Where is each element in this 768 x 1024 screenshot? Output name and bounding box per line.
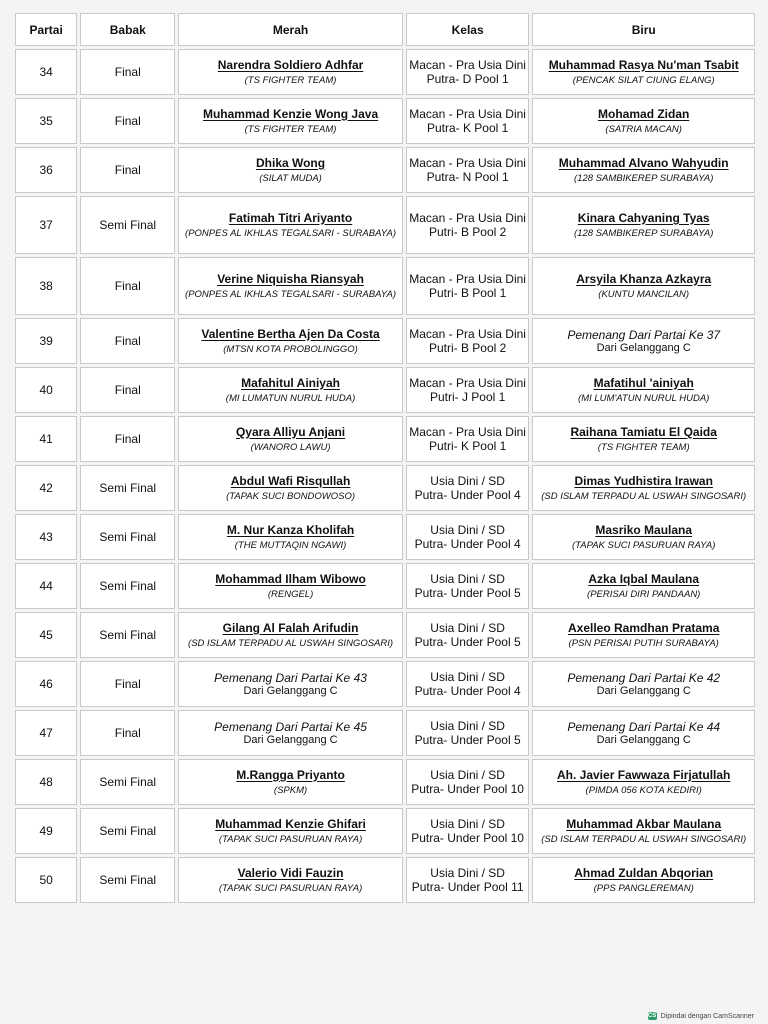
partai-number: 49 xyxy=(15,808,77,854)
biru-corner-cell xyxy=(532,147,755,193)
table-row xyxy=(15,857,755,903)
merah-arena: Dari Gelanggang C xyxy=(243,684,338,697)
merah-corner-cell xyxy=(178,514,403,560)
header-merah: Merah xyxy=(178,13,403,46)
biru-arena: Dari Gelanggang C xyxy=(596,341,691,354)
camscanner-icon: CS xyxy=(647,1013,657,1019)
biru-athlete-name: Masriko Maulana xyxy=(595,522,693,537)
babak-round: Semi Final xyxy=(80,759,175,805)
merah-athlete-name: Narendra Soldiero Adhfar xyxy=(217,57,364,72)
babak-round: Final xyxy=(80,257,175,315)
merah-club: (TS FIGHTER TEAM) xyxy=(244,123,337,135)
kelas-category: Usia Dini / SD Putra- Under Pool 5 xyxy=(406,612,530,658)
biru-corner-cell xyxy=(532,759,755,805)
biru-corner-cell xyxy=(532,808,755,854)
biru-club: (PSN PERISAI PUTIH SURABAYA) xyxy=(568,637,719,649)
table-row xyxy=(15,196,755,254)
scanner-watermark xyxy=(648,1012,754,1020)
babak-round: Semi Final xyxy=(80,465,175,511)
merah-club: (MTSN KOTA PROBOLINGGO) xyxy=(223,343,358,355)
merah-corner-cell xyxy=(178,147,403,193)
babak-round: Semi Final xyxy=(80,563,175,609)
partai-number: 47 xyxy=(15,710,77,756)
biru-athlete-name: Axelleo Ramdhan Pratama xyxy=(568,620,720,635)
kelas-category: Usia Dini / SD Putra- Under Pool 4 xyxy=(406,661,530,707)
kelas-category: Macan - Pra Usia Dini Putri- B Pool 2 xyxy=(406,196,530,254)
kelas-category: Macan - Pra Usia Dini Putra- D Pool 1 xyxy=(406,49,530,95)
biru-club: (128 SAMBIKEREP SURABAYA) xyxy=(574,172,714,184)
merah-corner-cell xyxy=(178,857,403,903)
biru-club: (TS FIGHTER TEAM) xyxy=(597,441,690,453)
merah-athlete-name: Mafahitul Ainiyah xyxy=(241,375,340,390)
merah-arena: Dari Gelanggang C xyxy=(243,733,338,746)
merah-club: (RENGEL) xyxy=(267,588,314,600)
kelas-category: Macan - Pra Usia Dini Putri- B Pool 1 xyxy=(406,257,530,315)
merah-athlete-name: Qyara Alliyu Anjani xyxy=(235,424,346,439)
merah-athlete-name: Fatimah Titri Ariyanto xyxy=(228,210,353,225)
merah-club: (TS FIGHTER TEAM) xyxy=(244,74,337,86)
biru-winner-ref: Pemenang Dari Partai Ke 44 xyxy=(567,719,721,734)
biru-corner-cell xyxy=(532,514,755,560)
kelas-category: Usia Dini / SD Putra- Under Pool 5 xyxy=(406,710,530,756)
table-row xyxy=(15,416,755,462)
merah-athlete-name: Mohammad Ilham Wibowo xyxy=(215,571,366,586)
match-table xyxy=(12,10,758,906)
merah-club: (SPKM) xyxy=(273,784,308,796)
kelas-category: Usia Dini / SD Putra- Under Pool 10 xyxy=(406,808,530,854)
biru-corner-cell xyxy=(532,257,755,315)
babak-round: Final xyxy=(80,147,175,193)
merah-club: (PONPES AL IKHLAS TEGALSARI - SURABAYA) xyxy=(185,288,397,300)
biru-corner-cell xyxy=(532,857,755,903)
biru-corner-cell xyxy=(532,612,755,658)
biru-athlete-name: Arsyila Khanza Azkayra xyxy=(576,271,712,286)
merah-athlete-name: Valerio Vidi Fauzin xyxy=(237,865,344,880)
biru-arena: Dari Gelanggang C xyxy=(596,684,691,697)
biru-club: (PIMDA 056 KOTA KEDIRI) xyxy=(585,784,702,796)
merah-athlete-name: Muhammad Kenzie Wong Java xyxy=(202,106,379,121)
biru-corner-cell xyxy=(532,98,755,144)
biru-athlete-name: Dimas Yudhistira Irawan xyxy=(574,473,713,488)
scanner-text: Dipindai dengan CamScanner xyxy=(660,1012,754,1020)
biru-athlete-name: Muhammad Alvano Wahyudin xyxy=(558,155,729,170)
biru-corner-cell xyxy=(532,465,755,511)
biru-club: (SATRIA MACAN) xyxy=(605,123,682,135)
merah-corner-cell xyxy=(178,465,403,511)
biru-winner-ref: Pemenang Dari Partai Ke 37 xyxy=(567,327,721,342)
table-row xyxy=(15,465,755,511)
kelas-category: Macan - Pra Usia Dini Putra- K Pool 1 xyxy=(406,98,530,144)
biru-club: (PPS PANGLEREMAN) xyxy=(593,882,694,894)
biru-athlete-name: Muhammad Akbar Maulana xyxy=(566,816,722,831)
merah-corner-cell xyxy=(178,759,403,805)
partai-number: 36 xyxy=(15,147,77,193)
merah-corner-cell xyxy=(178,710,403,756)
biru-athlete-name: Mohamad Zidan xyxy=(598,106,690,121)
partai-number: 37 xyxy=(15,196,77,254)
babak-round: Final xyxy=(80,416,175,462)
biru-club: (SD ISLAM TERPADU AL USWAH SINGOSARI) xyxy=(541,490,747,502)
merah-club: (THE MUTTAQIN NGAWI) xyxy=(234,539,347,551)
kelas-category: Usia Dini / SD Putra- Under Pool 4 xyxy=(406,514,530,560)
merah-club: (TAPAK SUCI PASURUAN RAYA) xyxy=(218,882,363,894)
merah-club: (MI LUMATUN NURUL HUDA) xyxy=(225,392,356,404)
merah-club: (SD ISLAM TERPADU AL USWAH SINGOSARI) xyxy=(188,637,394,649)
biru-athlete-name: Kinara Cahyaning Tyas xyxy=(577,210,710,225)
partai-number: 45 xyxy=(15,612,77,658)
biru-corner-cell xyxy=(532,563,755,609)
merah-winner-ref: Pemenang Dari Partai Ke 43 xyxy=(214,670,367,685)
table-header-row xyxy=(15,13,755,46)
biru-athlete-name: Azka Iqbal Maulana xyxy=(588,571,700,586)
merah-corner-cell xyxy=(178,661,403,707)
header-kelas: Kelas xyxy=(406,13,530,46)
merah-athlete-name: Muhammad Kenzie Ghifari xyxy=(215,816,366,831)
partai-number: 48 xyxy=(15,759,77,805)
biru-club: (KUNTU MANCILAN) xyxy=(598,288,690,300)
partai-number: 40 xyxy=(15,367,77,413)
table-row xyxy=(15,147,755,193)
table-row xyxy=(15,612,755,658)
merah-athlete-name: M. Nur Kanza Kholifah xyxy=(226,522,355,537)
kelas-category: Usia Dini / SD Putra- Under Pool 10 xyxy=(406,759,530,805)
merah-corner-cell xyxy=(178,98,403,144)
table-row xyxy=(15,808,755,854)
merah-athlete-name: Gilang Al Falah Arifudin xyxy=(222,620,359,635)
biru-athlete-name: Ahmad Zuldan Abqorian xyxy=(574,865,714,880)
merah-club: (TAPAK SUCI BONDOWOSO) xyxy=(226,490,356,502)
biru-corner-cell xyxy=(532,661,755,707)
partai-number: 50 xyxy=(15,857,77,903)
merah-corner-cell xyxy=(178,318,403,364)
merah-club: (SILAT MUDA) xyxy=(259,172,322,184)
biru-corner-cell xyxy=(532,416,755,462)
merah-athlete-name: M.Rangga Priyanto xyxy=(236,767,345,782)
biru-athlete-name: Raihana Tamiatu El Qaida xyxy=(570,424,717,439)
biru-corner-cell xyxy=(532,367,755,413)
header-babak: Babak xyxy=(80,13,175,46)
merah-athlete-name: Valentine Bertha Ajen Da Costa xyxy=(201,326,380,341)
merah-athlete-name: Abdul Wafi Risqullah xyxy=(230,473,351,488)
table-row xyxy=(15,661,755,707)
table-row xyxy=(15,710,755,756)
kelas-category: Macan - Pra Usia Dini Putri- J Pool 1 xyxy=(406,367,530,413)
biru-club: (128 SAMBIKEREP SURABAYA) xyxy=(574,227,714,239)
merah-corner-cell xyxy=(178,367,403,413)
babak-round: Semi Final xyxy=(80,857,175,903)
biru-corner-cell xyxy=(532,318,755,364)
partai-number: 42 xyxy=(15,465,77,511)
merah-corner-cell xyxy=(178,563,403,609)
babak-round: Semi Final xyxy=(80,196,175,254)
babak-round: Final xyxy=(80,318,175,364)
merah-corner-cell xyxy=(178,612,403,658)
kelas-category: Macan - Pra Usia Dini Putri- K Pool 1 xyxy=(406,416,530,462)
merah-club: (WANORO LAWU) xyxy=(250,441,331,453)
match-schedule xyxy=(12,10,756,906)
babak-round: Semi Final xyxy=(80,612,175,658)
biru-club: (TAPAK SUCI PASURUAN RAYA) xyxy=(571,539,716,551)
table-row xyxy=(15,514,755,560)
partai-number: 44 xyxy=(15,563,77,609)
biru-winner-ref: Pemenang Dari Partai Ke 42 xyxy=(567,670,721,685)
header-biru: Biru xyxy=(532,13,755,46)
kelas-category: Usia Dini / SD Putra- Under Pool 11 xyxy=(406,857,530,903)
partai-number: 43 xyxy=(15,514,77,560)
merah-club: (PONPES AL IKHLAS TEGALSARI - SURABAYA) xyxy=(185,227,397,239)
biru-corner-cell xyxy=(532,49,755,95)
partai-number: 38 xyxy=(15,257,77,315)
biru-club: (SD ISLAM TERPADU AL USWAH SINGOSARI) xyxy=(541,833,747,845)
babak-round: Semi Final xyxy=(80,514,175,560)
biru-club: (MI LUM'ATUN NURUL HUDA) xyxy=(578,392,710,404)
biru-corner-cell xyxy=(532,710,755,756)
babak-round: Final xyxy=(80,710,175,756)
biru-club: (PENCAK SILAT CIUNG ELANG) xyxy=(572,74,715,86)
table-row xyxy=(15,563,755,609)
babak-round: Final xyxy=(80,49,175,95)
kelas-category: Macan - Pra Usia Dini Putri- B Pool 2 xyxy=(406,318,530,364)
partai-number: 41 xyxy=(15,416,77,462)
babak-round: Final xyxy=(80,661,175,707)
kelas-category: Macan - Pra Usia Dini Putra- N Pool 1 xyxy=(406,147,530,193)
biru-corner-cell xyxy=(532,196,755,254)
partai-number: 46 xyxy=(15,661,77,707)
table-row xyxy=(15,98,755,144)
kelas-category: Usia Dini / SD Putra- Under Pool 5 xyxy=(406,563,530,609)
babak-round: Final xyxy=(80,98,175,144)
merah-winner-ref: Pemenang Dari Partai Ke 45 xyxy=(214,719,367,734)
table-row xyxy=(15,759,755,805)
babak-round: Final xyxy=(80,367,175,413)
partai-number: 35 xyxy=(15,98,77,144)
biru-arena: Dari Gelanggang C xyxy=(596,733,691,746)
merah-corner-cell xyxy=(178,257,403,315)
table-row xyxy=(15,367,755,413)
biru-athlete-name: Ah. Javier Fawwaza Firjatullah xyxy=(557,767,731,782)
header-partai: Partai xyxy=(15,13,77,46)
merah-athlete-name: Verine Niquisha Riansyah xyxy=(217,271,364,286)
partai-number: 34 xyxy=(15,49,77,95)
partai-number: 39 xyxy=(15,318,77,364)
merah-corner-cell xyxy=(178,416,403,462)
table-row xyxy=(15,257,755,315)
biru-athlete-name: Muhammad Rasya Nu'man Tsabit xyxy=(548,57,739,72)
merah-athlete-name: Dhika Wong xyxy=(255,155,326,170)
table-row xyxy=(15,318,755,364)
merah-corner-cell xyxy=(178,808,403,854)
biru-club: (PERISAI DIRI PANDAAN) xyxy=(587,588,701,600)
merah-corner-cell xyxy=(178,49,403,95)
kelas-category: Usia Dini / SD Putra- Under Pool 4 xyxy=(406,465,530,511)
table-row xyxy=(15,49,755,95)
babak-round: Semi Final xyxy=(80,808,175,854)
merah-club: (TAPAK SUCI PASURUAN RAYA) xyxy=(218,833,363,845)
biru-athlete-name: Mafatihul 'ainiyah xyxy=(593,375,694,390)
merah-corner-cell xyxy=(178,196,403,254)
